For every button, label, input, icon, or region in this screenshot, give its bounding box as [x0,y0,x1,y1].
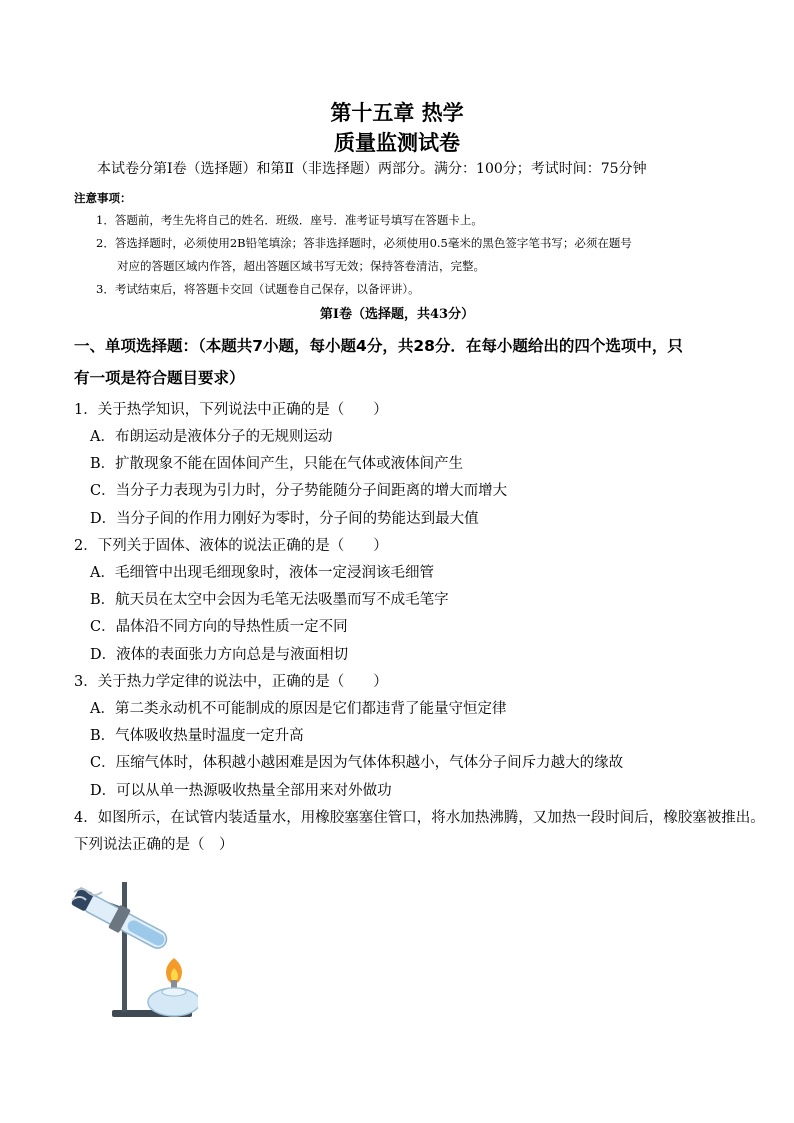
question-stem: 4．如图所示，在试管内装适量水，用橡胶塞塞住管口，将水加热沸腾，又加热一段时间后，橡胶塞被推出。 [74,810,765,826]
test-tube-heating-illustration [68,880,198,1020]
question-stem: 2．下列关于固体、液体的说法正确的是（ ） [74,538,388,554]
option-a: A．布朗运动是液体分子的无规则运动 [90,429,333,445]
option-b: B．扩散现象不能在固体间产生，只能在气体或液体间产生 [90,456,464,472]
notes-heading: 注意事项： [74,191,132,205]
option-d: D．可以从单一热源吸收热量全部用来对外做功 [90,783,392,799]
option-d: D．当分子间的作用力刚好为零时，分子间的势能达到最大值 [90,511,479,527]
option-b: B．航天员在太空中会因为毛笔无法吸墨而写不成毛笔字 [90,592,449,608]
part1-title: 第Ⅰ卷（选择题，共43分） [319,307,475,322]
note-item: 对应的答题区域内作答，超出答题区域书写无效；保持答卷清洁，完整。 [117,259,485,273]
option-c: C．压缩气体时，体积越小越困难是因为气体体积越小，气体分子间斥力越大的缘故 [90,755,624,771]
option-a: A．毛细管中出现毛细现象时，液体一定浸润该毛细管 [90,565,434,581]
question-stem-cont: 下列说法正确的是（ ） [74,837,234,853]
question-stem: 3．关于热力学定律的说法中，正确的是（ ） [74,674,388,690]
page-title: 第十五章 热学 [330,101,464,125]
note-item: 3．考试结束后，将答题卡交回（试题卷自己保存，以备评讲）。 [96,282,420,296]
option-b: B．气体吸收热量时温度一定升高 [90,728,304,744]
option-c: C．当分子力表现为引力时，分子势能随分子间距离的增大而增大 [90,483,508,499]
note-item: 1．答题前，考生先将自己的姓名．班级．座号．准考证号填写在答题卡上。 [96,213,483,227]
note-item: 2．答选择题时，必须使用2B铅笔填涂；答非选择题时，必须使用0.5毫米的黑色签字笔书写；必须在题号 [96,236,632,250]
exam-info: 本试卷分第Ⅰ卷（选择题）和第Ⅱ（非选择题）两部分。满分：100分；考试时间：75分钟 [97,161,647,177]
option-c: C．晶体沿不同方向的导热性质一定不同 [90,619,348,635]
section-heading: 一、单项选择题：（本题共7小题，每小题4分，共28分．在每小题给出的四个选项中，只 [74,337,683,355]
option-d: D．液体的表面张力方向总是与液面相切 [90,647,349,663]
page-subtitle: 质量监测试卷 [334,131,460,155]
question-stem: 1．关于热学知识，下列说法中正确的是（ ） [74,402,388,418]
option-a: A．第二类永动机不可能制成的原因是它们都违背了能量守恒定律 [90,701,507,717]
stand-rod [122,882,127,1012]
section-heading-cont: 有一项是符合题目要求） [74,369,245,387]
